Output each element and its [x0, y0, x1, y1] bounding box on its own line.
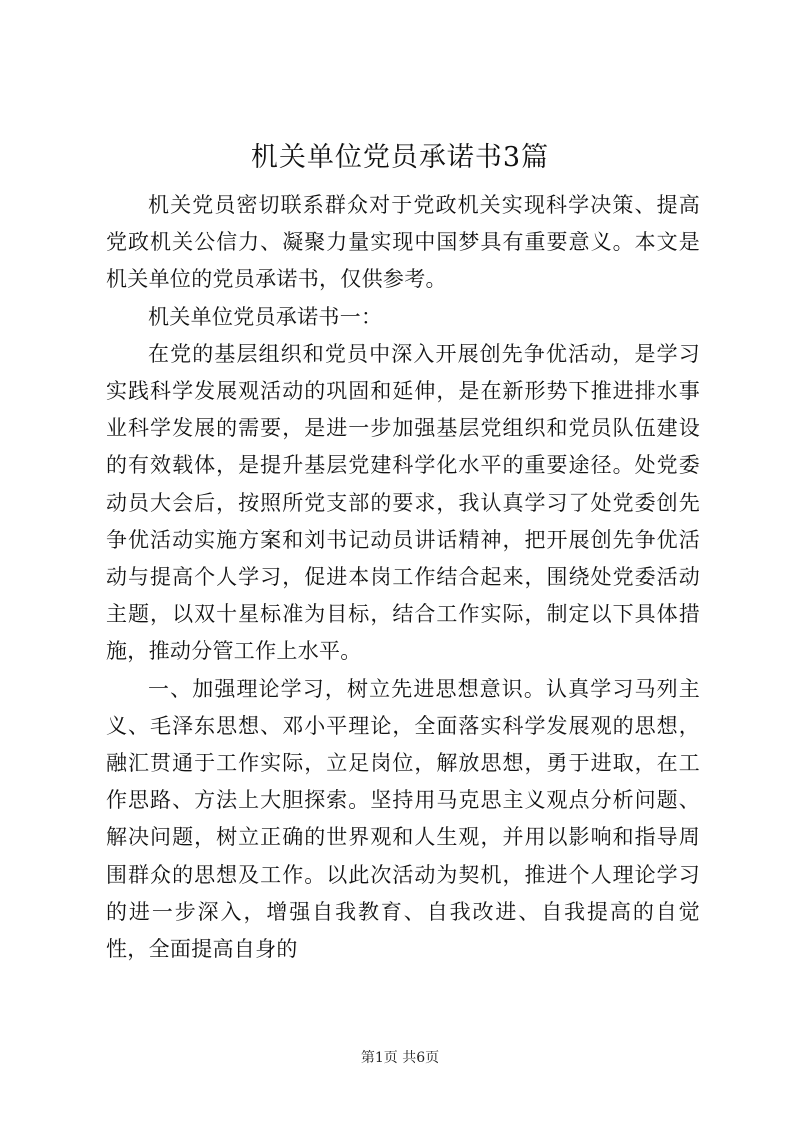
document-body: [106, 187, 700, 968]
intro-paragraph: 机关党员密切联系群众对于党政机关实现科学决策、提高党政机关公信力、凝聚力量实现中国梦具有重要意义。本文是机关单位的党员承诺书，仅供参考。: [106, 193, 700, 292]
document-title: 机关单位党员承诺书3篇: [250, 142, 550, 173]
body-paragraph: 一、加强理论学习，树立先进思想意识。认真学习马列主义、毛泽东思想、邓小平理论，全面落实科学发展观的思想，融汇贯通于工作实际，立足岗位，解放思想，勇于进取，在工作思路、方法上大胆探索。坚持用马克思主义观点分析问题、解决问题，树立正确的世界观和人生观，并用以影响和指导周围群众的思想及工作。以此次活动为契机，推进个人理论学习的进一步深入，增强自我教育、自我改进、自我提高的自觉性，全面提高自身的: [106, 676, 700, 962]
page-footer: 第1页 共6页: [360, 1050, 440, 1066]
section-heading: 机关单位党员承诺书一：: [148, 304, 383, 329]
body-paragraph: 在党的基层组织和党员中深入开展创先争优活动，是学习实践科学发展观活动的巩固和延伸，是在新形势下推进排水事业科学发展的需要，是进一步加强基层党组织和党员队伍建设的有效载体，是提升基层党建科学化水平的重要途径。处党委动员大会后，按照所党支部的要求，我认真学习了处党委创先争优活动实施方案和刘书记动员讲话精神，把开展创先争优活动与提高个人学习，促进本岗工作结合起来，围绕处党委活动主题，以双十星标准为目标，结合工作实际，制定以下具体措施，推动分管工作上水平。: [106, 341, 700, 664]
